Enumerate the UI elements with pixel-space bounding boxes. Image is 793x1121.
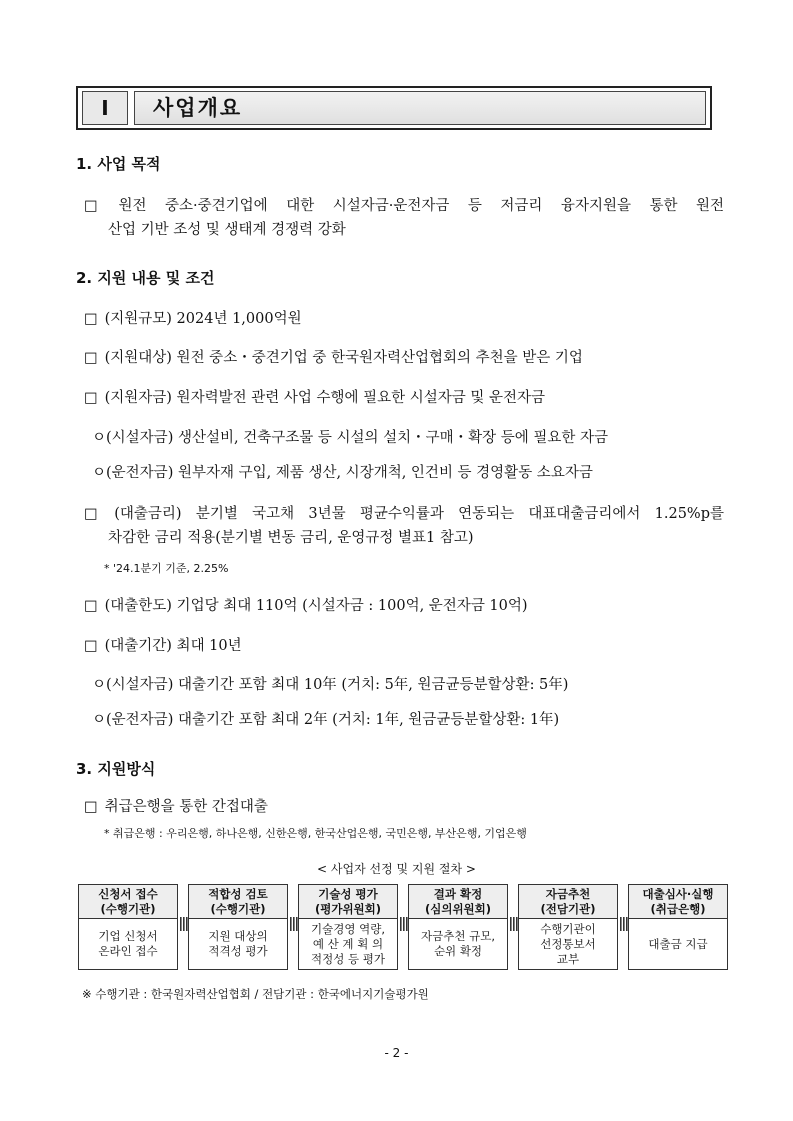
support-method-text: 취급은행을 통한 간접대출	[104, 799, 268, 815]
flow-step-body	[629, 919, 727, 969]
flow-step	[298, 884, 398, 970]
flow-step	[518, 884, 618, 970]
loan-limit-text: (대출한도) 기업당 최대 110억 (시설자금 : 100억, 운전자금 10억)	[104, 598, 528, 614]
flow-step-text: 지원 대상의	[208, 929, 268, 943]
agency-footnote: ※ 수행기관 : 한국원자력산업협회 / 전담기관 : 한국에너지기술평가원	[82, 987, 429, 1001]
flow-step-title: 기술성 평가	[318, 887, 378, 901]
flow-step-header	[409, 885, 507, 919]
flow-step	[628, 884, 728, 970]
support-target-item	[84, 346, 724, 370]
support-scale-item	[84, 307, 724, 331]
loan-rate-line-1: (대출금리) 분기별 국고채 3년물 평균수익률과 연동되는 대표대출금리에서 1.25%p를	[114, 506, 725, 522]
loan-period-text: (대출기간) 최대 10년	[104, 638, 242, 654]
flow-step-text: 적정성 등 평가	[311, 951, 385, 966]
flow-step-header	[79, 885, 177, 919]
flow-step-title: 결과 확정	[433, 887, 483, 901]
loan-rate-line-2: 차감한 금리 적용(분기별 변동 금리, 운영규정 별표1 참고)	[108, 530, 474, 546]
support-scale-text: (지원규모) 2024년 1,000억원	[104, 311, 302, 327]
flow-step-text: 선정통보서	[540, 936, 596, 951]
support-method-item	[84, 795, 724, 819]
flow-step-body	[409, 919, 507, 969]
checkbox-icon: □	[84, 598, 98, 614]
flow-step-title: (평가위원회)	[314, 902, 382, 916]
flow-step	[408, 884, 508, 970]
facility-funds-text: ㅇ(시설자금) 생산설비, 건축구조물 등 시설의 설치・구매・확장 등에 필요한 자금	[92, 430, 609, 446]
flow-step-title: 신청서 접수	[98, 887, 158, 901]
loan-rate-note: * '24.1분기 기준, 2.25%	[104, 562, 229, 575]
loan-period-item	[84, 634, 724, 658]
flow-step-title: (전담기관)	[540, 902, 596, 916]
checkbox-icon: □	[84, 506, 98, 522]
section-1-heading: 1. 사업 목적	[76, 155, 161, 173]
flow-step-header	[189, 885, 287, 919]
flow-step-header	[519, 885, 617, 919]
flow-step-title: (수행기관)	[100, 902, 156, 916]
loan-limit-item	[84, 594, 724, 618]
flow-step-body	[189, 919, 287, 969]
page-number: - 2 -	[384, 1046, 409, 1060]
flow-step-body	[299, 919, 397, 969]
flow-step-header	[629, 885, 727, 919]
flow-title: < 사업자 선정 및 지원 절차 >	[317, 862, 476, 876]
section-3-heading: 3. 지원방식	[76, 760, 156, 778]
checkbox-icon: □	[84, 390, 98, 406]
flow-step-body	[519, 919, 617, 969]
support-target-text: (지원대상) 원전 중소・중견기업 중 한국원자력산업협회의 추천을 받은 기업	[104, 350, 583, 366]
flow-step	[188, 884, 288, 970]
checkbox-icon: □	[84, 350, 98, 366]
flow-step-header	[299, 885, 397, 919]
support-funds-text: (지원자금) 원자력발전 관련 사업 수행에 필요한 시설자금 및 운전자금	[104, 390, 545, 406]
flow-step-text: 예 산 계 획 의	[312, 936, 384, 951]
flow-step-title: 자금추천	[545, 887, 591, 901]
facility-period-text: ㅇ(시설자금) 대출기간 포함 최대 10年 (거치: 5年, 원금균등분할상환: 5年)	[92, 677, 569, 693]
flow-step-title: (수행기관)	[210, 902, 266, 916]
flow-step-text: 자금추천 규모,	[421, 929, 495, 943]
section-2-heading: 2. 지원 내용 및 조건	[76, 269, 215, 287]
flow-step-title: 적합성 검토	[208, 887, 268, 901]
banks-note: * 취급은행 : 우리은행, 하나은행, 신한은행, 한국산업은행, 국민은행, 부산은행, 기업은행	[104, 827, 527, 840]
flow-step-title: (취급은행)	[650, 902, 706, 916]
flow-step-text: 수행기관이	[540, 921, 596, 936]
flow-step-text: 교부	[556, 951, 580, 966]
chapter-number: Ⅰ	[82, 91, 128, 125]
checkbox-icon: □	[84, 638, 98, 654]
flow-step-text: 기업 신청서	[98, 929, 158, 943]
flow-step-body	[79, 919, 177, 969]
purpose-paragraph	[84, 194, 724, 242]
checkbox-icon: □	[84, 311, 98, 327]
purpose-line-2: 산업 기반 조성 및 생태계 경쟁력 강화	[108, 222, 346, 238]
flow-step	[78, 884, 178, 970]
operating-funds-text: ㅇ(운전자금) 원부자재 구입, 제품 생산, 시장개척, 인건비 등 경영활동 소요자금	[92, 465, 593, 481]
flow-step-text: 순위 확정	[433, 944, 483, 958]
flow-step-text: 적격성 평가	[208, 944, 268, 958]
operating-period-text: ㅇ(운전자금) 대출기간 포함 최대 2年 (거치: 1年, 원금균등분할상환: 1年)	[92, 712, 560, 728]
loan-rate-item	[84, 502, 724, 550]
flow-step-title: (심의위원회)	[424, 902, 492, 916]
checkbox-icon: □	[84, 799, 98, 815]
support-funds-item	[84, 386, 724, 410]
checkbox-icon: □	[84, 198, 98, 214]
chapter-title: 사업개요	[134, 91, 706, 125]
flow-step-text: 기술경영 역량,	[311, 921, 385, 936]
purpose-line-1: 원전 중소·중견기업에 대한 시설자금·운전자금 등 저금리 융자지원을 통한 원전	[118, 198, 725, 214]
flow-step-text: 대출금 지급	[648, 936, 708, 951]
chapter-title-box	[76, 86, 712, 130]
flow-step-text: 온라인 접수	[98, 944, 158, 958]
flow-step-title: 대출심사·실행	[642, 887, 714, 901]
